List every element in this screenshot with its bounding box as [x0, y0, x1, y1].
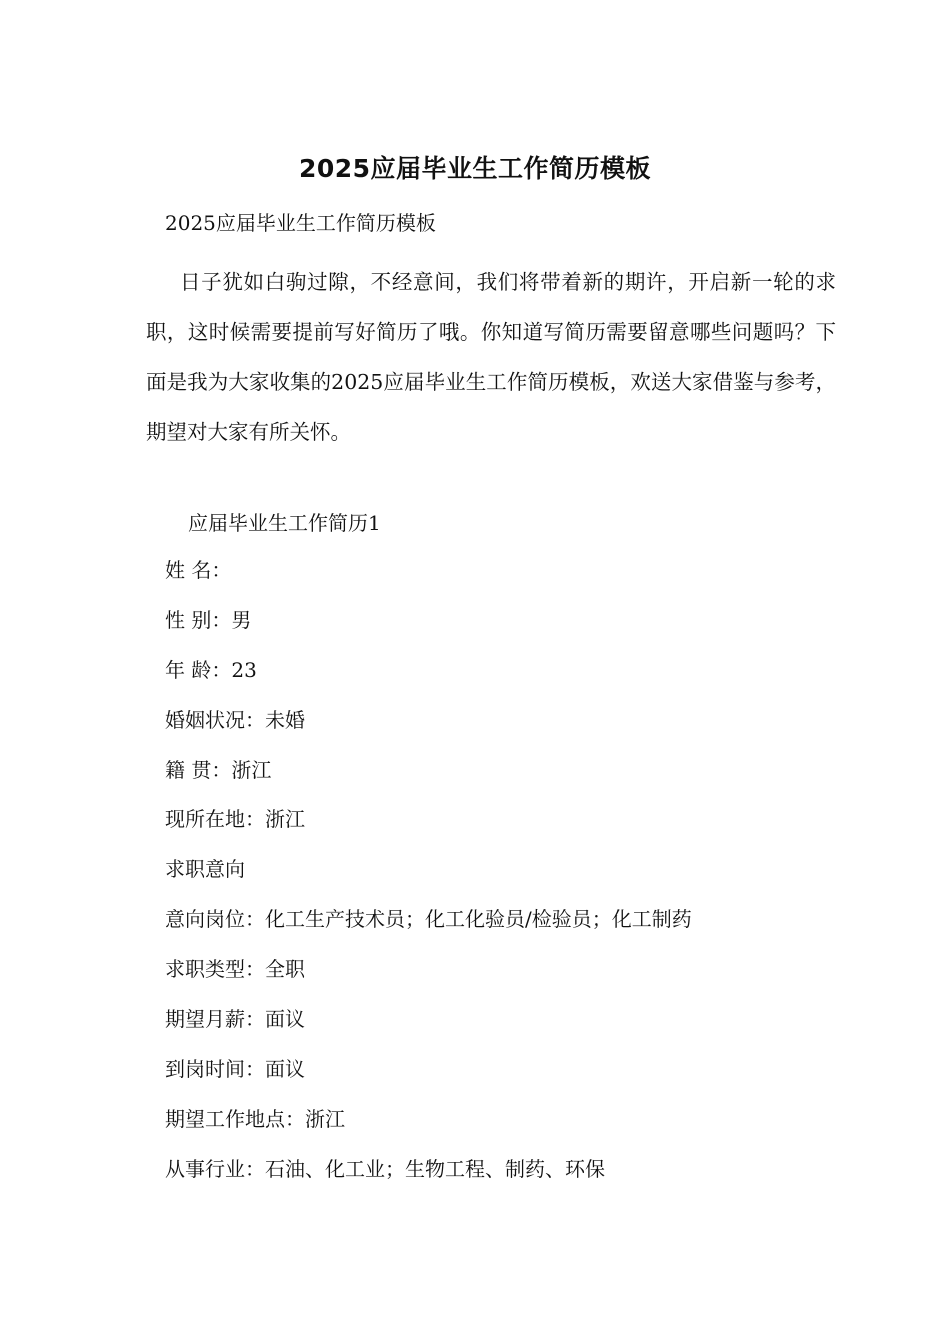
field-gender: 性 别：男 — [165, 607, 252, 632]
intro-paragraph: 日子犹如白驹过隙，不经意间，我们将带着新的期许，开启新一轮的求职，这时候需要提前写好简历了哦。你知道写简历需要留意哪些问题吗？下面是我为大家收集的2025应届毕业生工作简历模板，欢送大家借鉴与参考，期望对大家有所关怀。 — [146, 270, 836, 444]
field-desired-position: 意向岗位：化工生产技术员；化工化验员/检验员；化工制药 — [165, 907, 692, 932]
document-title: 2025应届毕业生工作简历模板 — [298, 154, 652, 183]
field-job-intention-heading: 求职意向 — [165, 857, 245, 882]
resume-field-list — [165, 555, 692, 1204]
field-native-place: 籍 贯：浙江 — [165, 757, 272, 782]
resume-section-heading: 应届毕业生工作简历1 — [188, 511, 381, 535]
field-expected-salary: 期望月薪：面议 — [165, 1007, 305, 1032]
field-name: 姓 名： — [165, 558, 232, 582]
field-current-location: 现所在地：浙江 — [165, 807, 305, 832]
document-subtitle: 2025应届毕业生工作简历模板 — [165, 211, 436, 235]
field-start-time: 到岗时间：面议 — [165, 1056, 305, 1081]
field-job-type: 求职类型：全职 — [165, 957, 305, 982]
field-preferred-location: 期望工作地点：浙江 — [165, 1106, 345, 1131]
field-age: 年 龄：23 — [165, 657, 257, 682]
field-industry: 从事行业：石油、化工业；生物工程、制药、环保 — [165, 1156, 605, 1181]
field-marital-status: 婚姻状况：未婚 — [165, 707, 305, 732]
